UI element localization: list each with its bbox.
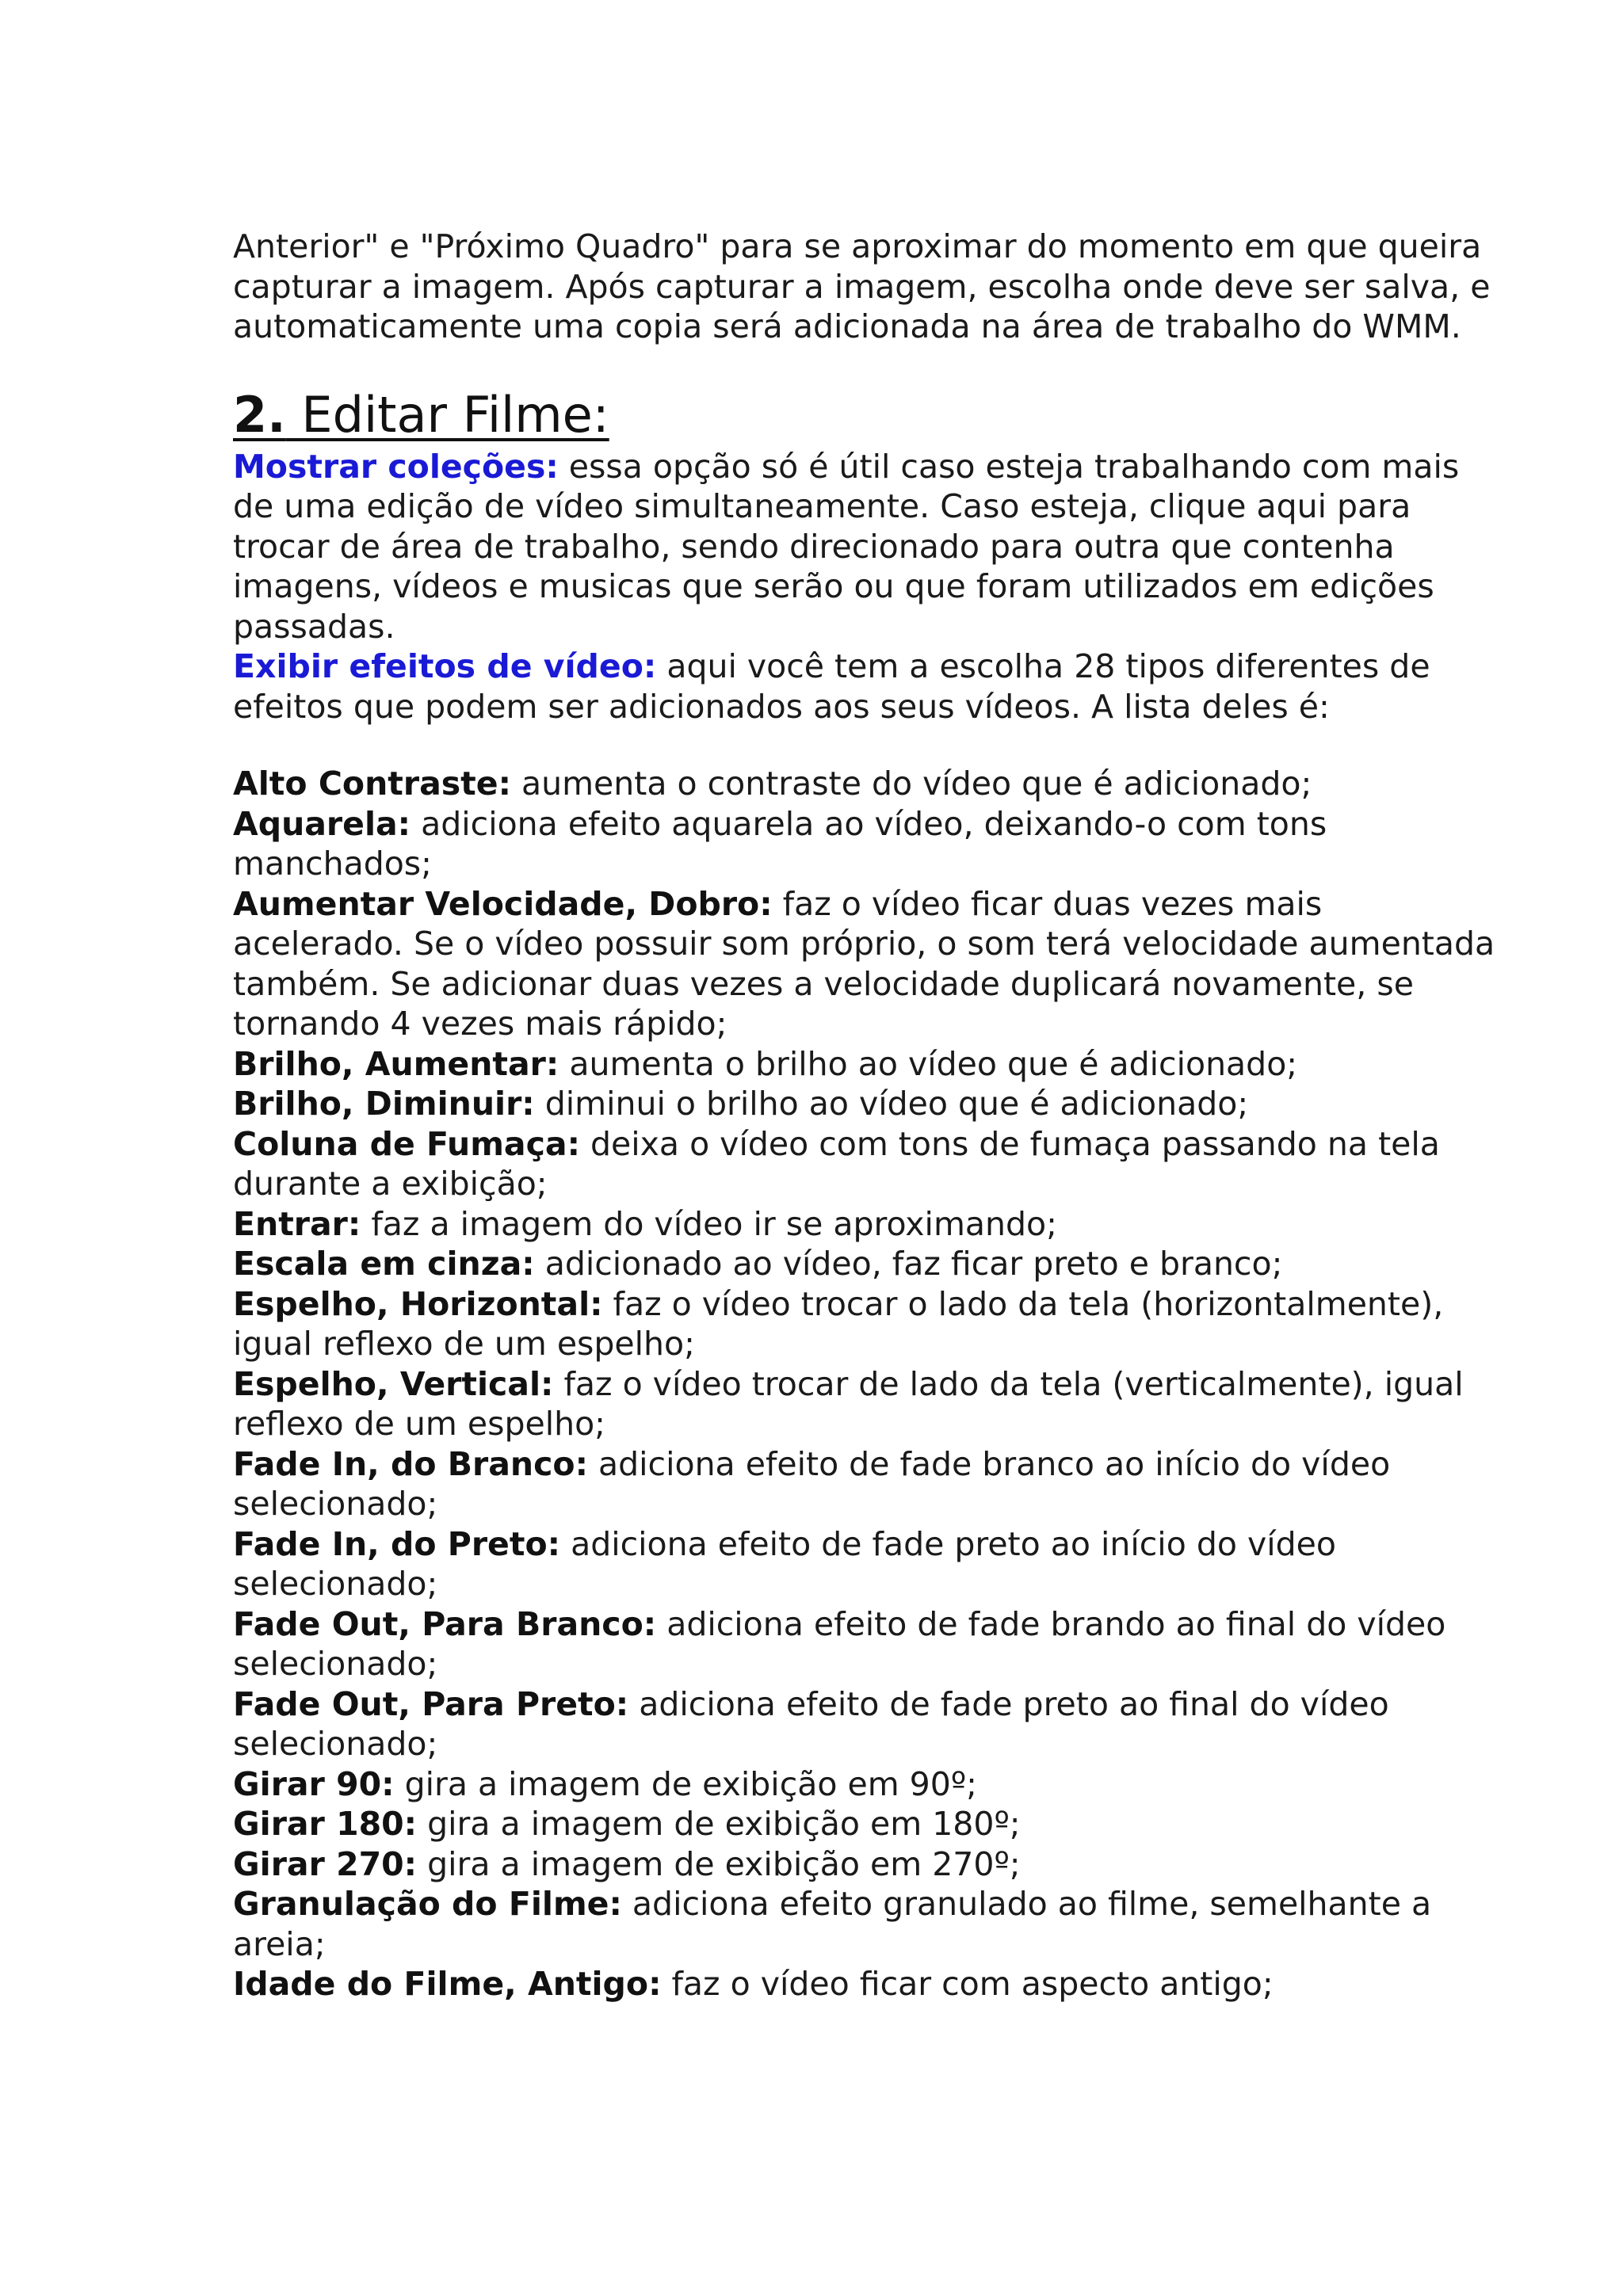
- effect-item: [233, 1284, 1501, 1364]
- effect-term: Aquarela:: [233, 804, 411, 843]
- paragraph-exibir-efeitos: [233, 646, 1501, 727]
- effect-term: Girar 270:: [233, 1844, 418, 1883]
- effect-description: faz a imagem do vídeo ir se aproximando;: [361, 1204, 1057, 1243]
- section-heading: [233, 383, 1501, 447]
- effect-item: [233, 1364, 1501, 1444]
- effect-item: [233, 1124, 1501, 1204]
- term-mostrar-colecoes: Mostrar coleções:: [233, 447, 559, 486]
- effect-description: gira a imagem de exibição em 180º;: [417, 1805, 1021, 1843]
- paragraph-mostrar-colecoes: [233, 447, 1501, 647]
- effect-term: Espelho, Vertical:: [233, 1364, 554, 1403]
- effect-description: adiciona efeito aquarela ao vídeo, deixando-o com tons manchados;: [233, 804, 1327, 883]
- effect-description: faz o vídeo trocar o lado da tela (horizontalmente), igual reflexo de um espelho;: [233, 1284, 1444, 1363]
- effect-description: faz o vídeo ficar duas vezes mais acelerado. Se o vídeo possuir som próprio, o som terá velocidade aumentada também. Se adicionar duas vezes a velocidade duplicará novamente, se tornando 4 vezes mais rápido;: [233, 884, 1495, 1043]
- effect-item: [233, 1884, 1501, 1964]
- effect-item: [233, 1684, 1501, 1764]
- effect-description: adiciona efeito de fade preto ao início do vídeo selecionado;: [233, 1524, 1336, 1603]
- intro-paragraph: Anterior" e "Próximo Quadro" para se aproximar do momento em que queira capturar a imagem. Após capturar a imagem, escolha onde deve ser salva, e automaticamente uma copia será adicionada na área de trabalho do WMM.: [233, 227, 1491, 345]
- effect-item: [233, 1084, 1501, 1124]
- effect-item: [233, 764, 1501, 804]
- effect-term: Fade In, do Preto:: [233, 1524, 561, 1563]
- effect-description: aumenta o brilho ao vídeo que é adicionado;: [559, 1044, 1298, 1083]
- effect-term: Girar 180:: [233, 1805, 418, 1843]
- effect-item: [233, 884, 1501, 1044]
- effect-item: [233, 1964, 1501, 2004]
- effect-term: Fade Out, Para Branco:: [233, 1604, 657, 1643]
- effect-term: Aumentar Velocidade, Dobro:: [233, 884, 773, 923]
- effect-term: Idade do Filme, Antigo:: [233, 1965, 662, 2003]
- effect-term: Girar 90:: [233, 1764, 395, 1803]
- effect-description: diminui o brilho ao vídeo que é adicionado;: [534, 1085, 1249, 1123]
- effect-term: Escala em cinza:: [233, 1245, 535, 1283]
- heading-number: 2.: [233, 385, 286, 444]
- effect-item: [233, 1844, 1501, 1885]
- effect-description: adiciona efeito granulado ao filme, semelhante a areia;: [233, 1885, 1432, 1963]
- effect-item: [233, 1804, 1501, 1844]
- effect-term: Fade In, do Branco:: [233, 1444, 588, 1483]
- effect-item: [233, 1524, 1501, 1604]
- effect-term: Alto Contraste:: [233, 765, 511, 803]
- effect-description: adiciona efeito de fade branco ao início do vídeo selecionado;: [233, 1444, 1391, 1523]
- effect-term: Entrar:: [233, 1204, 361, 1243]
- heading-title: Editar Filme:: [285, 385, 609, 444]
- effect-item: [233, 1044, 1501, 1085]
- effect-description: adicionado ao vídeo, faz ficar preto e branco;: [534, 1245, 1283, 1283]
- effect-description: gira a imagem de exibição em 90º;: [394, 1764, 977, 1803]
- effect-term: Fade Out, Para Preto:: [233, 1684, 629, 1723]
- text-mostrar-colecoes: essa opção só é útil caso esteja trabalhando com mais de uma edição de vídeo simultaneamente. Caso esteja, clique aqui para trocar de área de trabalho, sendo direcionado para outra que contenha imagens, vídeos e musicas que serão ou que foram utilizados em edições passadas.: [233, 447, 1460, 646]
- term-exibir-efeitos: Exibir efeitos de vídeo:: [233, 647, 657, 685]
- effect-description: deixa o vídeo com tons de fumaça passando na tela durante a exibição;: [233, 1124, 1440, 1203]
- effect-item: [233, 1764, 1501, 1805]
- effect-item: [233, 1604, 1501, 1684]
- effect-term: Brilho, Diminuir:: [233, 1085, 535, 1123]
- effect-term: Brilho, Aumentar:: [233, 1044, 559, 1083]
- effect-description: gira a imagem de exibição em 270º;: [417, 1844, 1021, 1883]
- text-exibir-efeitos: aqui você tem a escolha 28 tipos diferentes de efeitos que podem ser adicionados aos seus vídeos. A lista deles é:: [233, 647, 1430, 726]
- effect-item: [233, 804, 1501, 884]
- effect-term: Espelho, Horizontal:: [233, 1284, 603, 1323]
- effect-description: aumenta o contraste do vídeo que é adicionado;: [510, 765, 1312, 803]
- effect-item: [233, 1444, 1501, 1524]
- effect-description: faz o vídeo trocar de lado da tela (verticalmente), igual reflexo de um espelho;: [233, 1364, 1464, 1443]
- effect-description: faz o vídeo ficar com aspecto antigo;: [661, 1965, 1274, 2003]
- effect-item: [233, 1244, 1501, 1284]
- effect-description: adiciona efeito de fade brando ao final do vídeo selecionado;: [233, 1604, 1446, 1683]
- document-body: [233, 227, 1501, 2004]
- effect-term: Granulação do Filme:: [233, 1885, 622, 1923]
- effects-list: [233, 764, 1501, 2004]
- effect-term: Coluna de Fumaça:: [233, 1124, 580, 1163]
- effect-description: adiciona efeito de fade preto ao final do vídeo selecionado;: [233, 1684, 1389, 1763]
- effect-item: [233, 1204, 1501, 1245]
